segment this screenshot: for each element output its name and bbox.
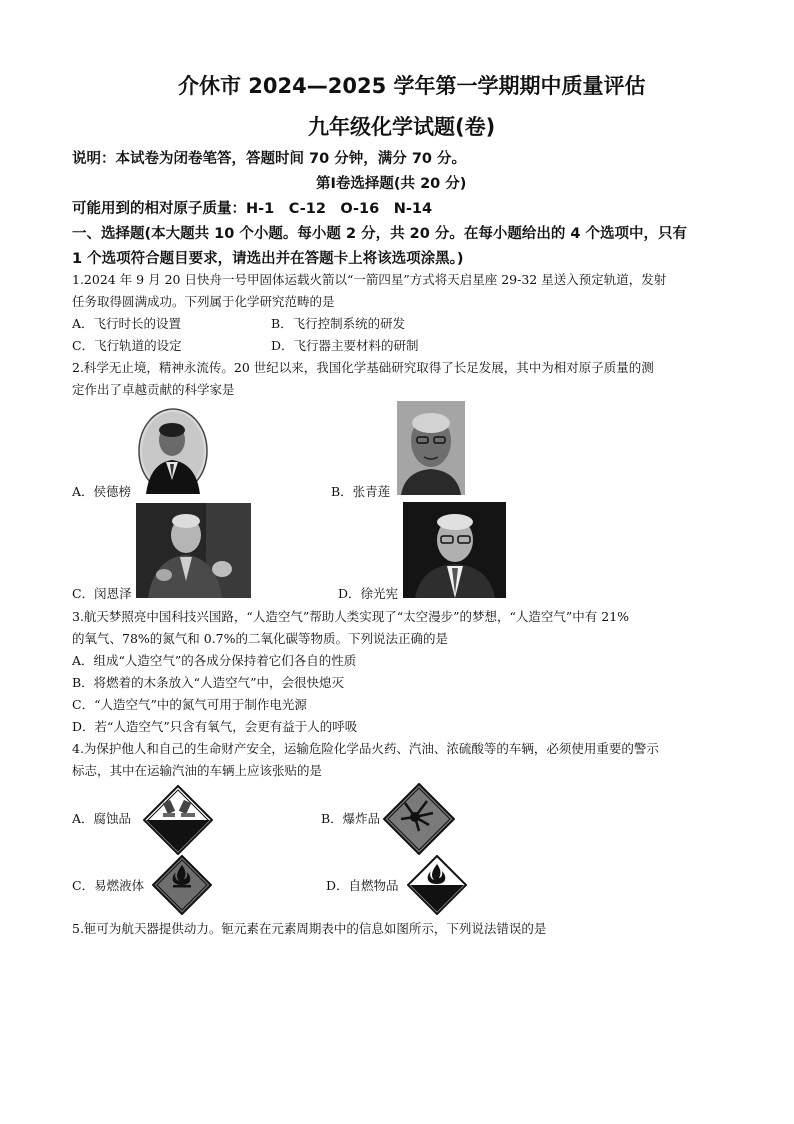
corrosive-sign-icon — [143, 785, 213, 859]
portrait-xu-guangxian — [403, 502, 506, 598]
q1-option-b: B．飞行控制系统的研发 — [271, 316, 406, 331]
part-one-line2: 1 个选项符合题目要求，请选出并在答题卡上将该选项涂黑。) — [72, 251, 464, 267]
section-title: 第Ⅰ卷选择题(共 20 分) — [316, 176, 467, 192]
flammable-liquid-sign-icon — [152, 855, 212, 919]
exam-title: 介休市 2024—2025 学年第一学期期中质量评估 — [178, 74, 646, 98]
explosive-sign-icon — [383, 783, 455, 859]
q4-option-c: C．易燃液体 — [72, 878, 145, 893]
q3-option-a: A．组成“人造空气”的各成分保持着它们各自的性质 — [72, 653, 357, 668]
q2-stem-line2: 定作出了卓越贡献的科学家是 — [72, 382, 235, 397]
q1-stem-line2: 任务取得圆满成功。下列属于化学研究范畴的是 — [72, 294, 335, 309]
q1-stem-line1: 1.2024 年 9 月 20 日快舟一号甲固体运载火箭以“一箭四星”方式将天启星座 29-32 星送入预定轨道，发射 — [72, 272, 667, 287]
portrait-zhang-qinglian — [397, 401, 465, 495]
q1-option-a: A．飞行时长的设置 — [72, 316, 182, 331]
q4-option-d: D．自燃物品 — [326, 878, 399, 893]
q2-option-c: C．闵恩泽 — [72, 586, 132, 601]
instructions: 说明：本试卷为闭卷笔答，答题时间 70 分钟，满分 70 分。 — [72, 151, 467, 167]
portrait-min-enze — [136, 503, 251, 598]
q2-option-d: D．徐光宪 — [338, 586, 399, 601]
part-one-line1: 一、选择题(本大题共 10 个小题。每小题 2 分，共 20 分。在每小题给出的 4 个选项中，只有 — [72, 226, 688, 242]
spontaneous-combustion-sign-icon — [407, 855, 467, 919]
q4-stem-line1: 4.为保护他人和自己的生命财产安全，运输危险化学品火药、汽油、浓硫酸等的车辆，必须使用重要的警示 — [72, 741, 659, 756]
portrait-hou-debang — [138, 408, 208, 494]
q4-stem-line2: 标志，其中在运输汽油的车辆上应该张贴的是 — [72, 763, 323, 778]
q1-option-d: D．飞行器主要材料的研制 — [271, 338, 419, 353]
exam-subtitle: 九年级化学试题(卷) — [308, 115, 496, 139]
q1-option-c: C．飞行轨道的设定 — [72, 338, 182, 353]
q5-stem-line1: 5.钷可为航天器提供动力。钷元素在元素周期表中的信息如图所示，下列说法错误的是 — [72, 921, 547, 936]
q3-stem-line2: 的氧气、78%的氮气和 0.7%的二氧化碳等物质。下列说法正确的是 — [72, 631, 449, 646]
atomic-masses: 可能用到的相对原子质量：H-1 C-12 O-16 N-14 — [72, 201, 433, 217]
q4-option-a: A．腐蚀品 — [72, 811, 132, 826]
q3-option-d: D．若“人造空气”只含有氧气，会更有益于人的呼吸 — [72, 719, 358, 734]
q2-stem-line1: 2.科学无止境，精神永流传。20 世纪以来，我国化学基础研究取得了长足发展，其中为相对原子质量的测 — [72, 360, 654, 375]
q3-option-c: C．“人造空气”中的氮气可用于制作电光源 — [72, 697, 307, 712]
q2-option-a: A．侯德榜 — [72, 484, 132, 499]
q2-option-b: B．张青莲 — [331, 484, 391, 499]
q4-option-b: B．爆炸品 — [321, 811, 381, 826]
q3-option-b: B．将燃着的木条放入“人造空气”中，会很快熄灭 — [72, 675, 344, 690]
q3-stem-line1: 3.航天梦照亮中国科技兴国路，“人造空气”帮助人类实现了“太空漫步”的梦想，“人造空气”中有 21% — [72, 609, 630, 624]
